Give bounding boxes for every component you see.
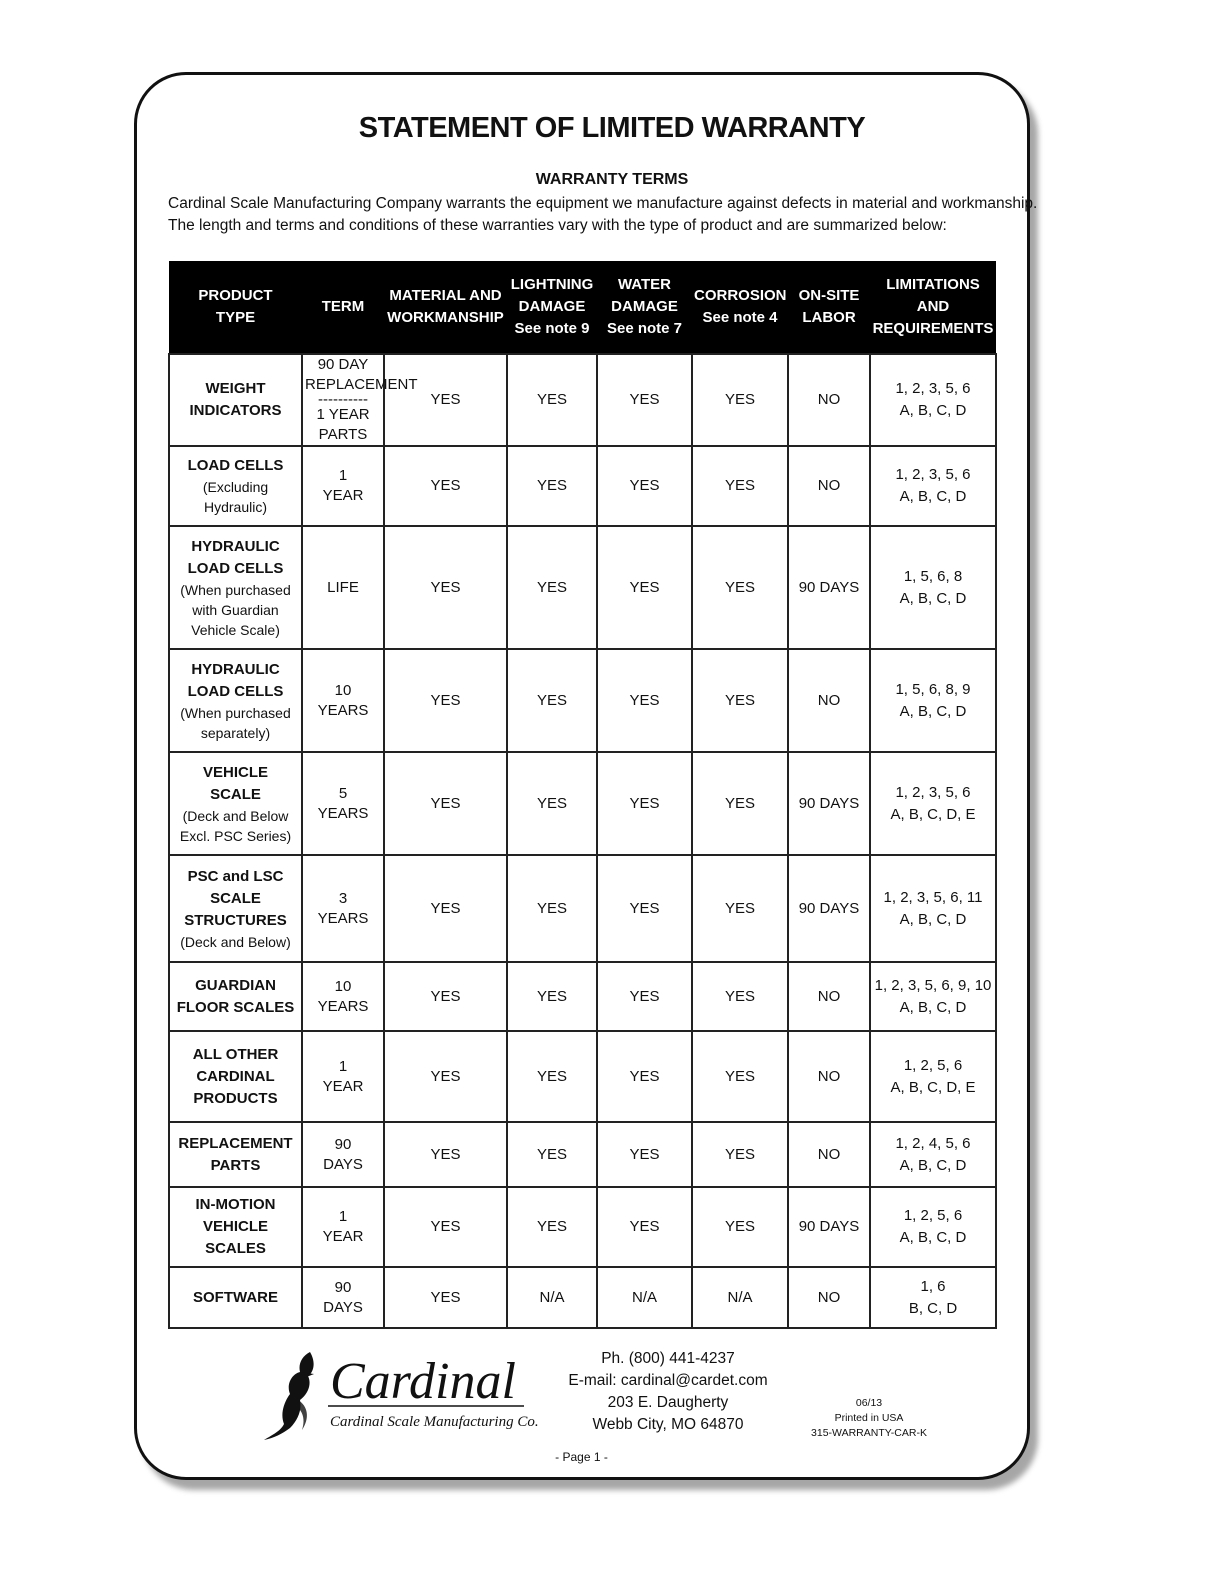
table-row: [169, 1031, 996, 1122]
limitation-line: A, B, C, D: [899, 589, 967, 607]
corrosion-cell: YES: [692, 1187, 788, 1267]
water-cell: YES: [597, 649, 692, 752]
column-header: [870, 261, 996, 354]
limitation-line: A, B, C, D, E: [890, 805, 976, 823]
limitations-cell: [870, 649, 996, 752]
water-cell: YES: [597, 354, 692, 446]
header-line: REQUIREMENTS: [872, 320, 994, 337]
product-note-line: with Guardian: [192, 601, 279, 618]
print-info: [806, 1396, 932, 1441]
product-note-line: (Deck and Below: [182, 807, 289, 824]
product-type-cell: [169, 855, 302, 962]
product-name-line: LOAD CELLS: [187, 457, 284, 474]
logo-tagline: Cardinal Scale Manufacturing Co.: [330, 1414, 539, 1430]
product-note-line: (Excluding: [202, 479, 269, 495]
header-line: CORROSION: [694, 287, 787, 304]
lightning-cell: YES: [507, 649, 597, 752]
product-name-line: REPLACEMENT: [178, 1134, 293, 1152]
term-line: YEARS: [317, 804, 369, 822]
product-type-cell: [169, 1267, 302, 1328]
intro-line: Cardinal Scale Manufacturing Company warrants the equipment we manufacture against defects in material and workmanship.: [168, 195, 1038, 212]
term-cell: [302, 446, 384, 526]
term-line: 1: [338, 1208, 348, 1225]
header-line: See note 9: [514, 320, 590, 337]
term-line: 1 YEAR PARTS: [316, 406, 370, 443]
corrosion-cell: YES: [692, 446, 788, 526]
limitations-cell: [870, 446, 996, 526]
water-cell: YES: [597, 1187, 692, 1267]
limitation-line: A, B, C, D: [899, 1156, 967, 1174]
term-line: YEARS: [317, 701, 369, 719]
lightning-cell: YES: [507, 1187, 597, 1267]
product-note-line: Hydraulic): [203, 499, 267, 515]
table-row: [169, 1267, 996, 1328]
intro-line: The length and terms and conditions of these warranties vary with the type of product and are summarized below:: [168, 217, 947, 234]
product-name-line: VEHICLE: [202, 1218, 268, 1235]
product-name-line: STRUCTURES: [184, 911, 287, 929]
limitations-cell: [870, 526, 996, 649]
table-row: [169, 649, 996, 752]
product-name-line: INDICATORS: [189, 402, 282, 419]
term-cell: [302, 649, 384, 752]
material-cell: YES: [384, 446, 507, 526]
limitation-line: A, B, C, D: [899, 1229, 967, 1246]
term-line: YEAR: [322, 487, 364, 504]
address-street: 203 E. Daugherty: [607, 1394, 729, 1411]
term-cell: [302, 962, 384, 1031]
product-note-line: Excl. PSC Series): [179, 827, 292, 844]
product-name-line: SCALES: [205, 1240, 266, 1257]
corrosion-cell: YES: [692, 354, 788, 446]
column-header: [384, 261, 507, 354]
limitation-line: 1, 2, 3, 5, 6: [895, 783, 971, 801]
header-line: AND: [916, 298, 950, 315]
limitations-cell: [870, 855, 996, 962]
column-header: [169, 261, 302, 354]
labor-cell: NO: [788, 649, 870, 752]
limitations-cell: [870, 962, 996, 1031]
material-cell: YES: [384, 1031, 507, 1122]
water-cell: YES: [597, 526, 692, 649]
term-line: 1: [338, 1057, 348, 1075]
product-name-line: SCALE: [210, 889, 261, 907]
column-header: [692, 261, 788, 354]
term-line: 90 DAY: [317, 356, 369, 373]
header-line: WORKMANSHIP: [387, 309, 504, 326]
water-cell: YES: [597, 962, 692, 1031]
term-line: YEARS: [317, 997, 369, 1015]
water-cell: N/A: [597, 1267, 692, 1328]
term-cell: [302, 855, 384, 962]
limitation-line: 1, 2, 5, 6: [903, 1207, 963, 1224]
water-cell: YES: [597, 752, 692, 855]
product-type-cell: [169, 962, 302, 1031]
limitation-line: 1, 2, 3, 5, 6: [895, 380, 971, 397]
limitations-cell: [870, 354, 996, 446]
product-name-line: PARTS: [210, 1156, 261, 1174]
labor-cell: 90 DAYS: [788, 526, 870, 649]
corrosion-cell: YES: [692, 649, 788, 752]
term-line: DAYS: [323, 1155, 363, 1173]
limitation-line: 1, 5, 6, 8: [903, 567, 963, 585]
limitation-line: A, B, C, D: [899, 702, 967, 720]
product-name-line: WEIGHT: [205, 380, 266, 397]
product-note-line: (Deck and Below): [180, 933, 291, 950]
table-row: [169, 962, 996, 1031]
product-name-line: LOAD CELLS: [187, 559, 284, 577]
limitation-line: 1, 6: [920, 1277, 946, 1295]
lightning-cell: YES: [507, 354, 597, 446]
product-name-line: LOAD CELLS: [187, 682, 284, 700]
email: E-mail: cardinal@cardet.com: [568, 1372, 768, 1389]
labor-cell: NO: [788, 962, 870, 1031]
labor-cell: NO: [788, 1267, 870, 1328]
limitations-cell: [870, 752, 996, 855]
corrosion-cell: YES: [692, 752, 788, 855]
product-type-cell: [169, 1031, 302, 1122]
term-cell: [302, 1122, 384, 1187]
print-date: 06/13: [855, 1397, 883, 1409]
lightning-cell: YES: [507, 1122, 597, 1187]
product-note-line: (When purchased: [180, 581, 291, 598]
labor-cell: NO: [788, 446, 870, 526]
term-line: 5: [338, 784, 348, 802]
warranty-table: [168, 261, 997, 1329]
term-line: 10: [334, 977, 352, 995]
term-line: REPLACEMENT: [305, 376, 418, 393]
table-row: [169, 752, 996, 855]
product-name-line: PRODUCTS: [193, 1089, 278, 1107]
header-line: MATERIAL AND: [389, 287, 502, 304]
product-name-line: VEHICLE: [202, 763, 268, 781]
water-cell: YES: [597, 446, 692, 526]
corrosion-cell: YES: [692, 855, 788, 962]
header-line: See note 4: [702, 309, 778, 326]
product-name-line: HYDRAULIC: [191, 660, 280, 678]
header-line: LIMITATIONS: [886, 276, 980, 293]
product-type-cell: [169, 1187, 302, 1267]
limitation-line: 1, 2, 3, 5, 6, 11: [883, 888, 983, 906]
labor-cell: NO: [788, 354, 870, 446]
header-line: ON-SITE: [798, 287, 860, 304]
print-origin: Printed in USA: [834, 1412, 904, 1424]
column-header: [302, 261, 384, 354]
term-cell: [302, 1187, 384, 1267]
material-cell: YES: [384, 1122, 507, 1187]
material-cell: YES: [384, 962, 507, 1031]
document-title: STATEMENT OF LIMITED WARRANTY: [358, 112, 866, 144]
phone: Ph. (800) 441-4237: [601, 1350, 735, 1367]
product-type-cell: [169, 649, 302, 752]
term-line: YEAR: [322, 1228, 364, 1245]
section-subtitle: WARRANTY TERMS: [535, 171, 689, 188]
term-cell: [302, 526, 384, 649]
intro-paragraph: [168, 193, 1038, 237]
product-name-line: PSC and LSC: [187, 867, 284, 885]
labor-cell: 90 DAYS: [788, 752, 870, 855]
term-line: ----------: [318, 391, 368, 408]
product-name-line: FLOOR SCALES: [176, 998, 295, 1016]
table-row: [169, 354, 996, 446]
term-line: LIFE: [327, 578, 359, 596]
product-name-line: GUARDIAN: [195, 976, 276, 994]
product-name-line: SCALE: [210, 785, 261, 803]
water-cell: YES: [597, 1031, 692, 1122]
labor-cell: 90 DAYS: [788, 1187, 870, 1267]
product-type-cell: [169, 354, 302, 446]
term-cell: [302, 354, 418, 446]
material-cell: YES: [384, 354, 507, 446]
limitations-cell: [870, 1267, 996, 1328]
corrosion-cell: YES: [692, 1031, 788, 1122]
lightning-cell: YES: [507, 446, 597, 526]
term-line: 3: [338, 889, 348, 907]
header-line: PRODUCT: [198, 287, 273, 304]
product-type-cell: [169, 752, 302, 855]
limitations-cell: [870, 1122, 996, 1187]
header-line: LABOR: [802, 309, 856, 326]
column-header: [597, 261, 692, 354]
header-line: DAMAGE: [518, 298, 586, 315]
corrosion-cell: YES: [692, 526, 788, 649]
product-type-cell: [169, 526, 302, 649]
lightning-cell: YES: [507, 962, 597, 1031]
labor-cell: NO: [788, 1031, 870, 1122]
limitations-cell: [870, 1187, 996, 1267]
header-line: WATER: [617, 276, 672, 293]
material-cell: YES: [384, 649, 507, 752]
column-header: [788, 261, 870, 354]
term-cell: [302, 1267, 384, 1328]
address-city: Webb City, MO 64870: [592, 1416, 744, 1433]
logo-wordmark: Cardinal: [330, 1353, 516, 1410]
header-line: TYPE: [215, 309, 256, 326]
lightning-cell: YES: [507, 855, 597, 962]
limitation-line: 1, 2, 3, 5, 6, 9, 10: [874, 976, 992, 994]
term-line: 90: [334, 1278, 352, 1296]
product-name-line: CARDINAL: [196, 1067, 275, 1085]
product-note-line: Vehicle Scale): [191, 621, 280, 638]
limitation-line: 1, 2, 3, 5, 6: [895, 466, 971, 483]
water-cell: YES: [597, 1122, 692, 1187]
term-line: DAYS: [323, 1298, 363, 1316]
material-cell: YES: [384, 526, 507, 649]
lightning-cell: YES: [507, 752, 597, 855]
lightning-cell: YES: [507, 1031, 597, 1122]
labor-cell: 90 DAYS: [788, 855, 870, 962]
limitation-line: B, C, D: [908, 1299, 958, 1317]
lightning-cell: N/A: [507, 1267, 597, 1328]
material-cell: YES: [384, 752, 507, 855]
product-note-line: separately): [200, 724, 271, 741]
corrosion-cell: YES: [692, 962, 788, 1031]
cardinal-logo: [262, 1344, 542, 1444]
table-row: [169, 1187, 996, 1267]
product-name-line: SOFTWARE: [193, 1288, 278, 1306]
limitation-line: A, B, C, D: [899, 402, 967, 419]
limitation-line: A, B, C, D, E: [890, 1078, 976, 1096]
product-name-line: ALL OTHER: [192, 1045, 279, 1063]
term-line: YEARS: [317, 909, 369, 927]
limitation-line: A, B, C, D: [899, 998, 967, 1016]
material-cell: YES: [384, 855, 507, 962]
limitation-line: A, B, C, D: [899, 488, 967, 505]
term-line: YEAR: [322, 1077, 364, 1095]
water-cell: YES: [597, 855, 692, 962]
table-row: [169, 1122, 996, 1187]
header-line: DAMAGE: [611, 298, 678, 315]
term-line: 1: [338, 467, 348, 484]
corrosion-cell: N/A: [692, 1267, 788, 1328]
cardinal-bird-icon: [264, 1352, 314, 1440]
table-row: [169, 855, 996, 962]
table-row: [169, 446, 996, 526]
page-number: - Page 1 -: [555, 1450, 608, 1464]
limitation-line: 1, 5, 6, 8, 9: [895, 680, 971, 698]
term-cell: [302, 752, 384, 855]
term-line: 10: [334, 681, 352, 699]
lightning-cell: YES: [507, 526, 597, 649]
limitations-cell: [870, 1031, 996, 1122]
material-cell: YES: [384, 1187, 507, 1267]
table-header-row: [169, 261, 996, 354]
limitation-line: 1, 2, 5, 6: [903, 1056, 963, 1074]
product-type-cell: [169, 446, 302, 526]
term-line: 90: [334, 1135, 352, 1153]
product-type-cell: [169, 1122, 302, 1187]
limitation-line: A, B, C, D: [899, 910, 967, 928]
table-row: [169, 526, 996, 649]
labor-cell: NO: [788, 1122, 870, 1187]
product-name-line: HYDRAULIC: [191, 537, 280, 555]
header-line: TERM: [321, 298, 365, 315]
corrosion-cell: YES: [692, 1122, 788, 1187]
product-note-line: (When purchased: [180, 704, 291, 721]
header-line: LIGHTNING: [510, 276, 594, 293]
material-cell: YES: [384, 1267, 507, 1328]
product-name-line: IN-MOTION: [195, 1196, 276, 1213]
form-number: 315-WARRANTY-CAR-K: [811, 1427, 927, 1439]
header-line: See note 7: [606, 320, 683, 337]
term-cell: [302, 1031, 384, 1122]
column-header: [507, 261, 597, 354]
limitation-line: 1, 2, 4, 5, 6: [895, 1134, 971, 1152]
contact-info: [560, 1348, 776, 1436]
